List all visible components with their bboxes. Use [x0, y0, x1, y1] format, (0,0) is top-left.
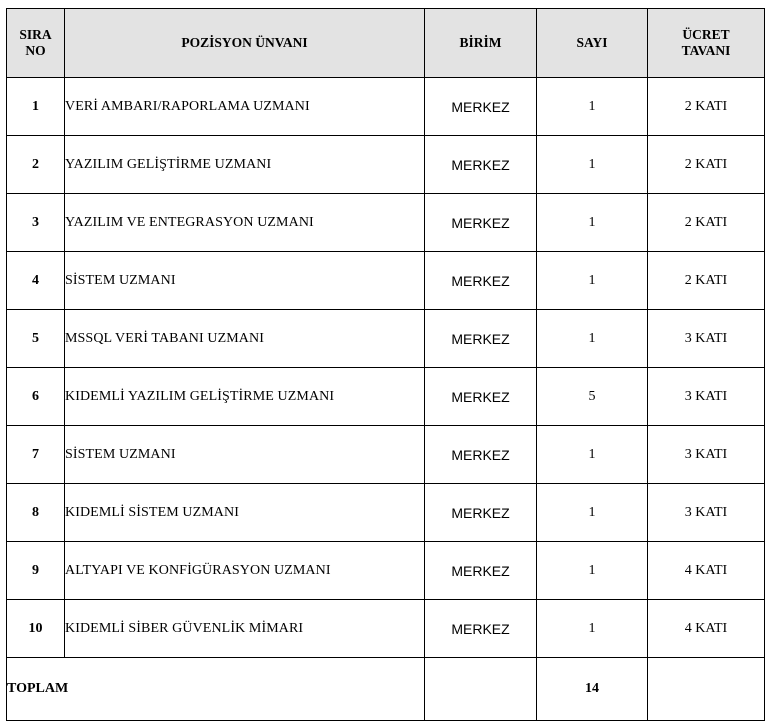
table-row: [7, 310, 765, 368]
header-position-title: POZİSYON ÜNVANI: [65, 9, 425, 78]
row-position-title: KIDEMLİ SİSTEM UZMANI: [65, 484, 425, 542]
table-header: [7, 9, 765, 78]
row-number: 8: [7, 484, 65, 542]
row-salary-cap: 2 KATI: [648, 136, 765, 194]
row-position-title: ALTYAPI VE KONFİGÜRASYON UZMANI: [65, 542, 425, 600]
table-row: [7, 368, 765, 426]
row-unit: MERKEZ: [425, 484, 537, 542]
row-unit: MERKEZ: [425, 252, 537, 310]
header-unit: BİRİM: [425, 9, 537, 78]
row-unit: MERKEZ: [425, 426, 537, 484]
header-salary-cap-line1: ÜCRET: [682, 27, 730, 42]
row-unit: MERKEZ: [425, 78, 537, 136]
total-cap-empty: [648, 658, 765, 721]
header-sira-no-line2: NO: [25, 43, 46, 58]
header-count: SAYI: [537, 9, 648, 78]
row-position-title: KIDEMLİ SİBER GÜVENLİK MİMARI: [65, 600, 425, 658]
row-count: 1: [537, 310, 648, 368]
row-number: 1: [7, 78, 65, 136]
row-number: 2: [7, 136, 65, 194]
header-row: [7, 9, 765, 78]
row-salary-cap: 4 KATI: [648, 542, 765, 600]
total-row: [7, 658, 765, 721]
table-row: [7, 78, 765, 136]
row-position-title: YAZILIM GELİŞTİRME UZMANI: [65, 136, 425, 194]
row-salary-cap: 3 KATI: [648, 368, 765, 426]
row-count: 1: [537, 78, 648, 136]
row-count: 1: [537, 252, 648, 310]
row-number: 7: [7, 426, 65, 484]
positions-table: [6, 8, 765, 721]
row-position-title: VERİ AMBARI/RAPORLAMA UZMANI: [65, 78, 425, 136]
header-salary-cap: [648, 9, 765, 78]
row-count: 5: [537, 368, 648, 426]
row-number: 3: [7, 194, 65, 252]
row-count: 1: [537, 600, 648, 658]
row-number: 10: [7, 600, 65, 658]
row-position-title: SİSTEM UZMANI: [65, 426, 425, 484]
table-row: [7, 252, 765, 310]
row-count: 1: [537, 484, 648, 542]
row-unit: MERKEZ: [425, 600, 537, 658]
table-row: [7, 426, 765, 484]
table-row: [7, 600, 765, 658]
row-position-title: MSSQL VERİ TABANI UZMANI: [65, 310, 425, 368]
table-row: [7, 542, 765, 600]
row-unit: MERKEZ: [425, 542, 537, 600]
row-salary-cap: 3 KATI: [648, 310, 765, 368]
row-unit: MERKEZ: [425, 136, 537, 194]
total-unit-empty: [425, 658, 537, 721]
row-count: 1: [537, 542, 648, 600]
header-sira-no: [7, 9, 65, 78]
row-position-title: KIDEMLİ YAZILIM GELİŞTİRME UZMANI: [65, 368, 425, 426]
row-salary-cap: 4 KATI: [648, 600, 765, 658]
row-salary-cap: 2 KATI: [648, 194, 765, 252]
row-count: 1: [537, 194, 648, 252]
row-number: 6: [7, 368, 65, 426]
row-unit: MERKEZ: [425, 368, 537, 426]
row-count: 1: [537, 426, 648, 484]
row-number: 9: [7, 542, 65, 600]
total-count: 14: [537, 658, 648, 721]
header-salary-cap-line2: TAVANI: [681, 43, 731, 58]
row-salary-cap: 3 KATI: [648, 484, 765, 542]
row-unit: MERKEZ: [425, 194, 537, 252]
row-salary-cap: 3 KATI: [648, 426, 765, 484]
row-unit: MERKEZ: [425, 310, 537, 368]
header-sira-no-line1: SIRA: [19, 27, 52, 42]
table-row: [7, 484, 765, 542]
row-salary-cap: 2 KATI: [648, 252, 765, 310]
table-row: [7, 194, 765, 252]
row-position-title: YAZILIM VE ENTEGRASYON UZMANI: [65, 194, 425, 252]
table-body: [7, 78, 765, 721]
row-number: 5: [7, 310, 65, 368]
table-row: [7, 136, 765, 194]
row-position-title: SİSTEM UZMANI: [65, 252, 425, 310]
row-salary-cap: 2 KATI: [648, 78, 765, 136]
row-number: 4: [7, 252, 65, 310]
row-count: 1: [537, 136, 648, 194]
total-label: TOPLAM: [7, 658, 425, 721]
